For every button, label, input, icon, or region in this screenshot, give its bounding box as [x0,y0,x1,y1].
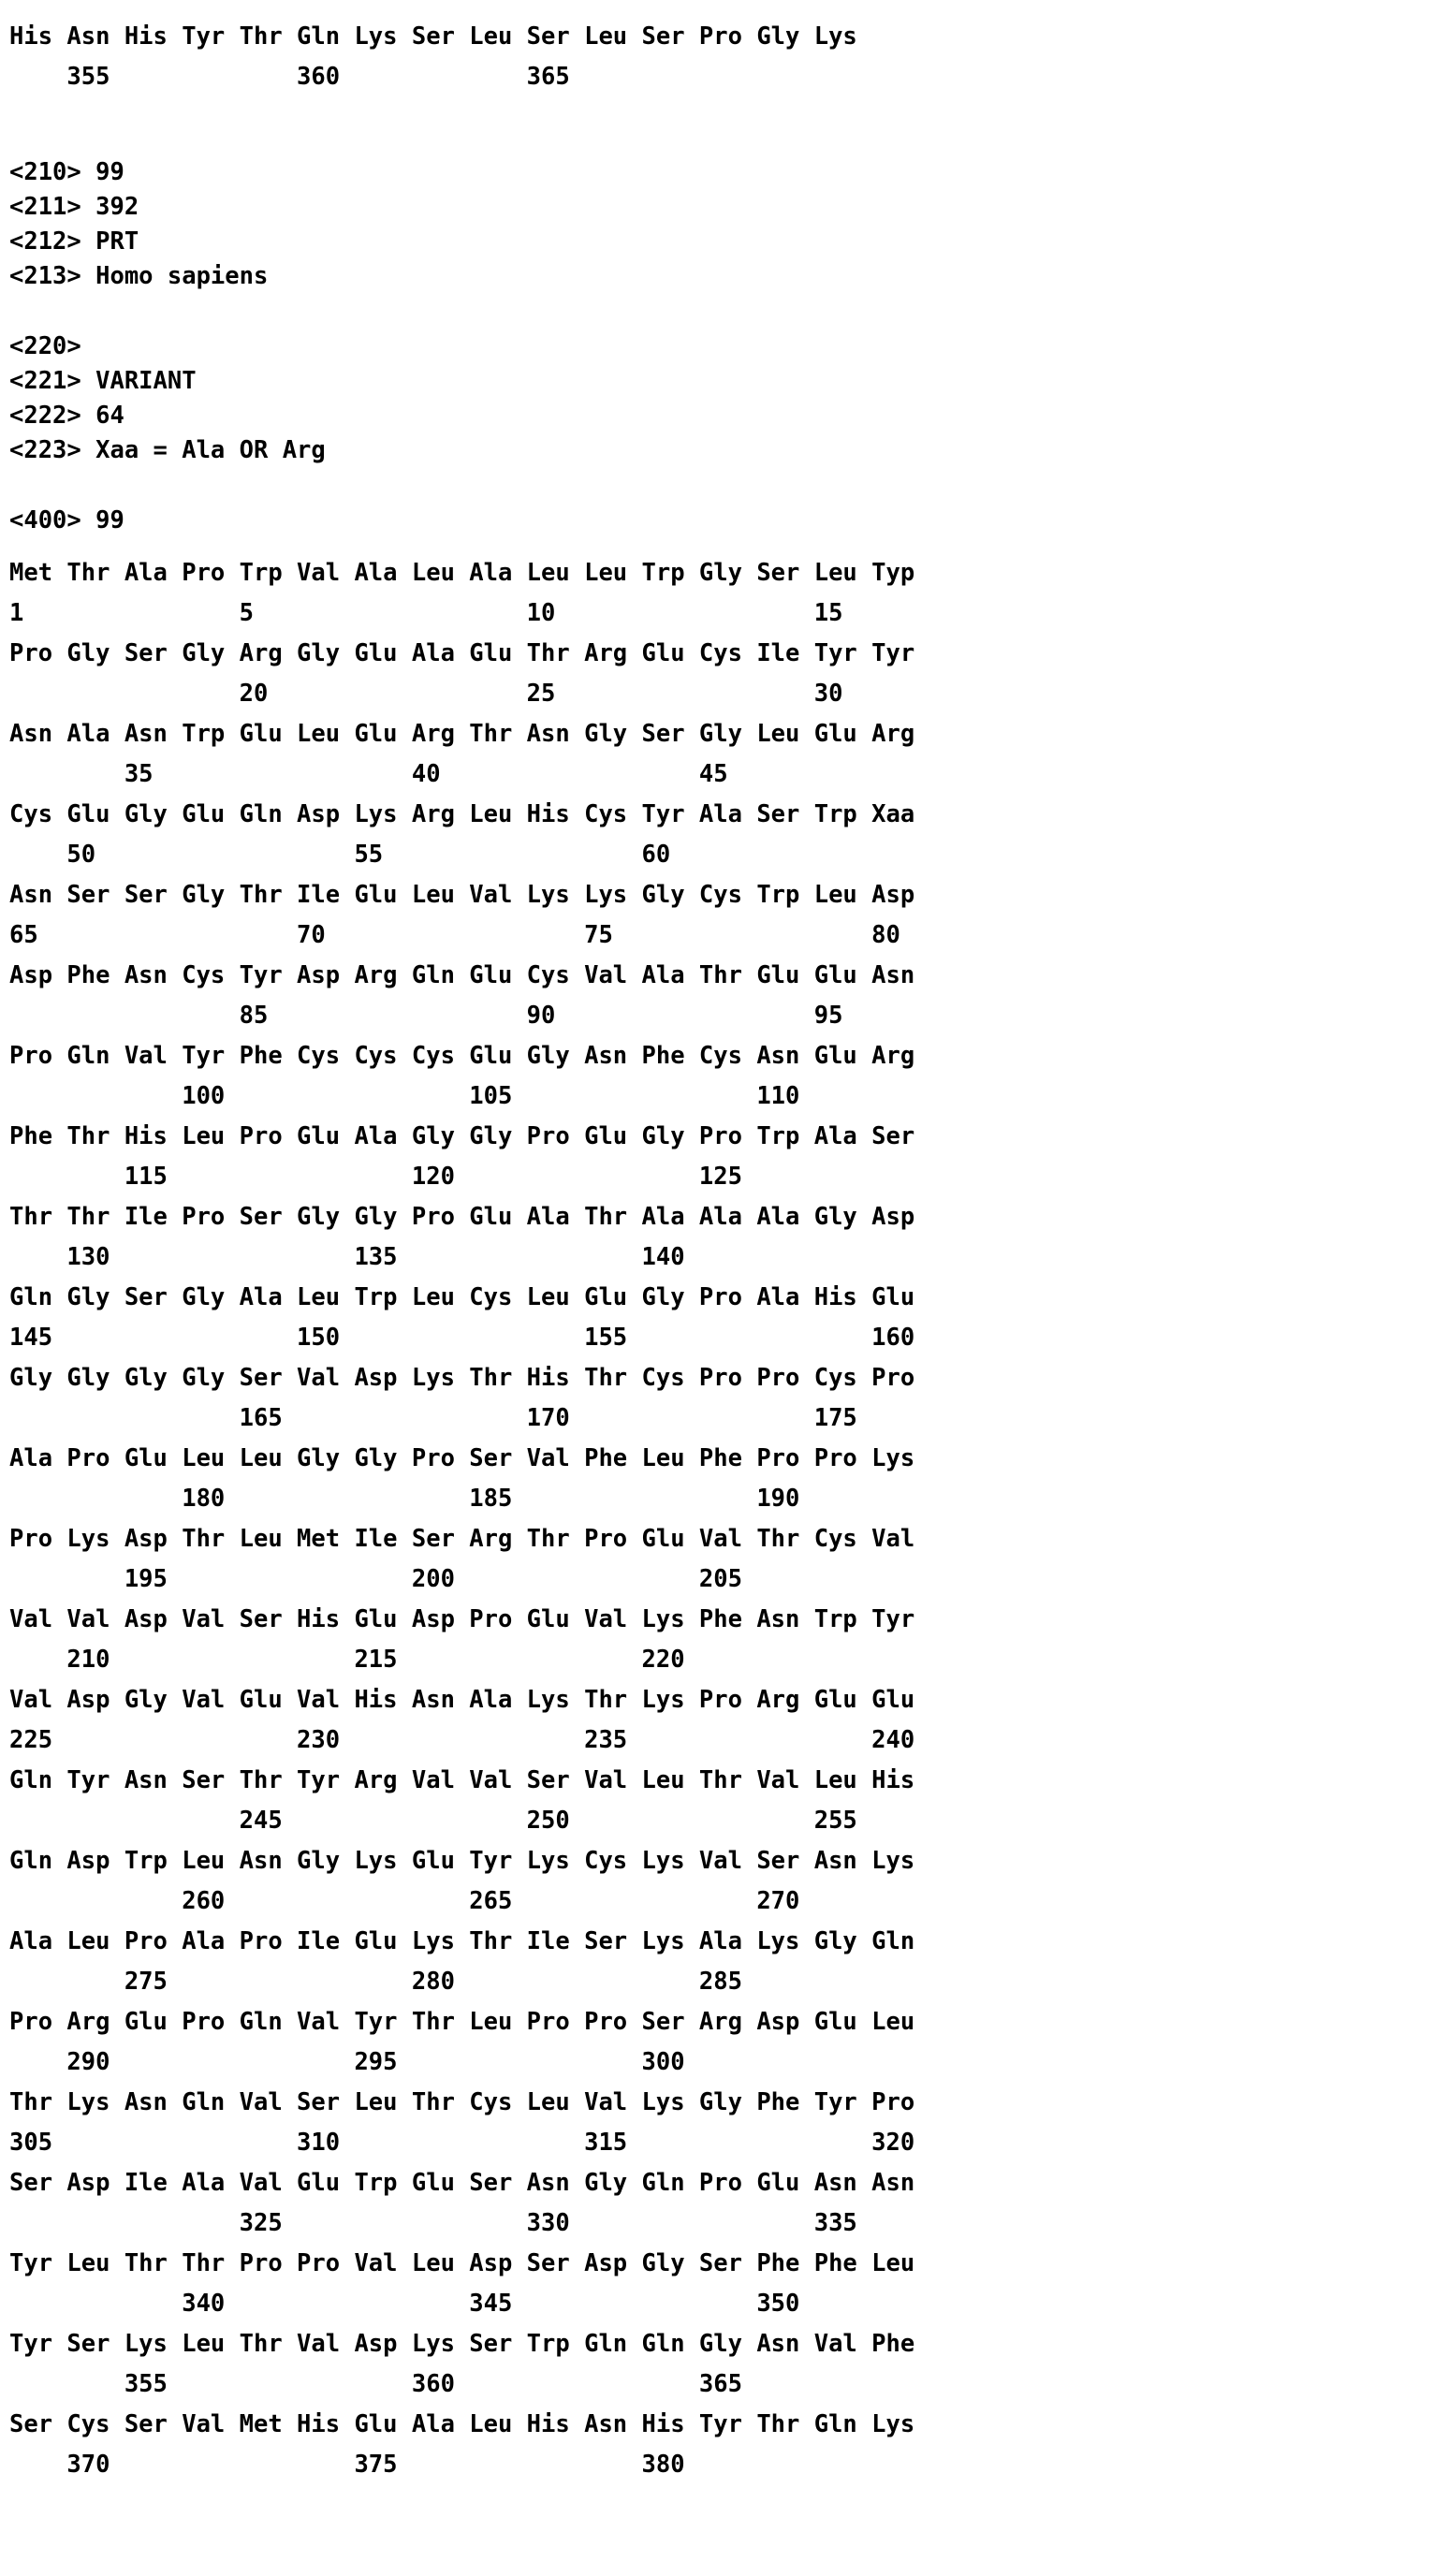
sequence-numbers-row: 210 215 220 [9,1646,685,1674]
sequence-residues-row: Ser Cys Ser Val Met His Glu Ala Leu His Asn His Tyr Thr Gln Lys [9,2410,915,2438]
sequence-residues-row: Ala Leu Pro Ala Pro Ile Glu Lys Thr Ile Ser Lys Ala Lys Gly Gln [9,1927,915,1955]
sequence-numbers-row: 325 330 335 [9,2209,857,2237]
sequence-residues-row: Gln Gly Ser Gly Ala Leu Trp Leu Cys Leu Glu Gly Pro Ala His Glu [9,1283,915,1311]
sequence-residues-row: Phe Thr His Leu Pro Glu Ala Gly Gly Pro Glu Gly Pro Trp Ala Ser [9,1122,915,1150]
sequence-numbers-row: 245 250 255 [9,1807,857,1835]
sequence-numbers-row: 115 120 125 [9,1163,742,1191]
sequence-numbers-row: 370 375 380 [9,2451,685,2479]
section-gap [0,294,1448,329]
sequence-residues-row: Thr Lys Asn Gln Val Ser Leu Thr Cys Leu Val Lys Gly Phe Tyr Pro [9,2088,915,2116]
sequence-numbers-row: 20 25 30 [9,680,843,708]
field-400-sequence-label: <400> 99 [9,506,124,534]
feature-fields-block [0,329,1448,468]
sequence-numbers-row: 340 345 350 [9,2290,800,2318]
sequence-residues-row: Asn Ala Asn Trp Glu Leu Glu Arg Thr Asn Gly Ser Gly Leu Glu Arg [9,720,915,748]
sequence-residues-row: Pro Gly Ser Gly Arg Gly Glu Ala Glu Thr Arg Glu Cys Ile Tyr Tyr [9,639,915,667]
field-221: <221> VARIANT [9,367,197,395]
sequence-residues-row: Asp Phe Asn Cys Tyr Asp Arg Gln Glu Cys Val Ala Thr Glu Glu Asn [9,961,915,989]
sequence-residues-row: Pro Lys Asp Thr Leu Met Ile Ser Arg Thr Pro Glu Val Thr Cys Val [9,1525,915,1553]
sequence-numbers-row: 180 185 190 [9,1485,800,1513]
section-gap [0,468,1448,504]
sequence-numbers-row: 100 105 110 [9,1082,800,1110]
sequence-residues-row: Pro Gln Val Tyr Phe Cys Cys Cys Glu Gly Asn Phe Cys Asn Glu Arg [9,1042,915,1070]
field-212: <212> PRT [9,227,139,256]
sequence-residues-row: Ser Asp Ile Ala Val Glu Trp Glu Ser Asn Gly Gln Pro Glu Asn Asn [9,2169,915,2197]
sequence-residues-row: Tyr Ser Lys Leu Thr Val Asp Lys Ser Trp Gln Gln Gly Asn Val Phe [9,2330,915,2358]
sequence-numbers-row: 290 295 300 [9,2048,685,2076]
sequence-residues-row: Asn Ser Ser Gly Thr Ile Glu Leu Val Lys Lys Gly Cys Trp Leu Asp [9,881,915,909]
field-213: <213> Homo sapiens [9,262,269,290]
sequence-residues-row: Thr Thr Ile Pro Ser Gly Gly Pro Glu Ala Thr Ala Ala Ala Gly Asp [9,1203,915,1231]
sequence-residues-row: Ala Pro Glu Leu Leu Gly Gly Pro Ser Val Phe Leu Phe Pro Pro Lys [9,1444,915,1472]
sequence-numbers-row: 355 360 365 [9,63,570,91]
sequence-residues-row: Met Thr Ala Pro Trp Val Ala Leu Ala Leu Leu Trp Gly Ser Leu Typ [9,559,915,587]
field-223: <223> Xaa = Ala OR Arg [9,436,326,464]
sequence-numbers-row: 355 360 365 [9,2370,742,2398]
sequence-residues-row: Cys Glu Gly Glu Gln Asp Lys Arg Leu His Cys Tyr Ala Ser Trp Xaa [9,800,915,828]
sequence-numbers-row: 1 5 10 15 [9,599,843,627]
sequence-listing [0,553,1448,2485]
sequence-numbers-row: 50 55 60 [9,841,671,869]
header-fields-block [0,155,1448,294]
sequence-numbers-row: 275 280 285 [9,1968,742,1996]
sequence-residues-row: Tyr Leu Thr Thr Pro Pro Val Leu Asp Ser Asp Gly Ser Phe Phe Leu [9,2249,915,2277]
sequence-numbers-row: 305 310 315 320 [9,2129,915,2157]
sequence-numbers-row: 165 170 175 [9,1404,857,1432]
field-210: <210> 99 [9,158,124,186]
sequence-residues-row: Val Val Asp Val Ser His Glu Asp Pro Glu Val Lys Phe Asn Trp Tyr [9,1605,915,1633]
field-220: <220> [9,332,81,360]
field-222: <222> 64 [9,402,124,430]
sequence-residues-row: Gly Gly Gly Gly Ser Val Asp Lys Thr His Thr Cys Pro Pro Cys Pro [9,1364,915,1392]
spacer [0,538,1448,553]
sequence-residues-row: Val Asp Gly Val Glu Val His Asn Ala Lys Thr Lys Pro Arg Glu Glu [9,1686,915,1714]
top-sequence-tail [0,17,1448,97]
sequence-numbers-row: 85 90 95 [9,1002,843,1030]
section-gap [0,97,1448,155]
sequence-numbers-row: 145 150 155 160 [9,1324,915,1352]
sequence-residues-row: His Asn His Tyr Thr Gln Lys Ser Leu Ser Leu Ser Pro Gly Lys [9,22,857,51]
sequence-residues-row: Gln Tyr Asn Ser Thr Tyr Arg Val Val Ser Val Leu Thr Val Leu His [9,1766,915,1794]
sequence-numbers-row: 225 230 235 240 [9,1726,915,1754]
sequence-numbers-row: 130 135 140 [9,1243,685,1271]
sequence-numbers-row: 195 200 205 [9,1565,742,1593]
sequence-residues-row: Gln Asp Trp Leu Asn Gly Lys Glu Tyr Lys Cys Lys Val Ser Asn Lys [9,1847,915,1875]
field-211: <211> 392 [9,193,139,221]
sequence-residues-row: Pro Arg Glu Pro Gln Val Tyr Thr Leu Pro Pro Ser Arg Asp Glu Leu [9,2008,915,2036]
sequence-numbers-row: 260 265 270 [9,1887,800,1915]
sequence-numbers-row: 65 70 75 80 [9,921,900,949]
sequence-numbers-row: 35 40 45 [9,760,728,788]
